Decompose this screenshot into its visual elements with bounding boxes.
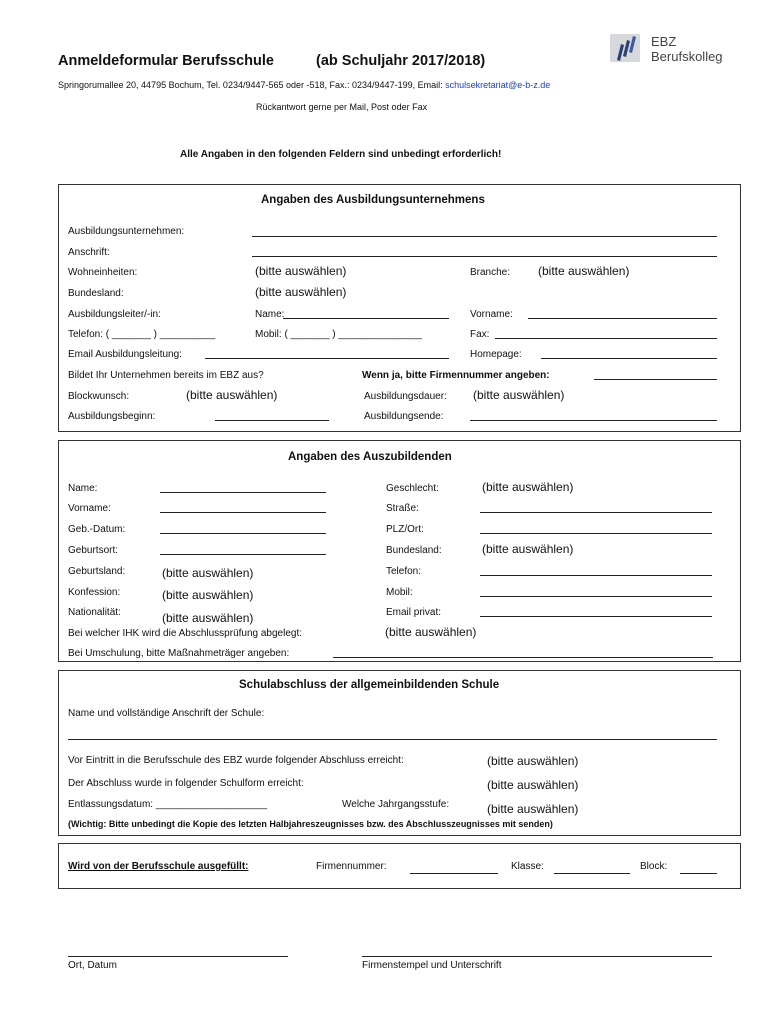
- religion-label: Konfession:: [68, 587, 121, 598]
- required-note: Alle Angaben in den folgenden Feldern sind unbedingt erforderlich!: [180, 149, 502, 160]
- trainee-firstname-field[interactable]: [160, 512, 326, 513]
- dob-field[interactable]: [160, 533, 326, 534]
- school-section-title: Schulabschluss der allgemeinbildenden Schule: [239, 679, 500, 691]
- leader-lastname-label: Name:: [255, 309, 285, 320]
- company-state-label: Bundesland:: [68, 288, 124, 299]
- important-note: (Wichtig: Bitte unbedingt die Kopie des letzten Halbjahreszeugnisses bzw. des Abschlusszeugnisses mit senden): [68, 819, 553, 829]
- trainee-mobile-field[interactable]: [480, 596, 712, 597]
- school-section: [58, 670, 741, 836]
- company-name-field[interactable]: [252, 236, 717, 237]
- company-state-select[interactable]: (bitte auswählen): [255, 285, 347, 299]
- grade-label: Welche Jahrgangsstufe:: [342, 799, 450, 810]
- nationality-label: Nationalität:: [68, 607, 121, 618]
- retraining-label: Bei Umschulung, bitte Maßnahmeträger angeben:: [68, 648, 290, 659]
- office-company-no-field[interactable]: [410, 873, 498, 874]
- birthplace-label: Geburtsort:: [68, 545, 119, 556]
- stamp-signature-line[interactable]: [362, 956, 712, 957]
- homepage-field[interactable]: [541, 358, 717, 359]
- email-link[interactable]: schulsekretariat@e-b-z.de: [445, 80, 551, 90]
- form-title: Anmeldeformular Berufsschule: [58, 53, 274, 69]
- place-date-line[interactable]: [68, 956, 288, 957]
- school-name-label: Name und vollständige Anschrift der Schule:: [68, 708, 265, 719]
- office-class-field[interactable]: [554, 873, 630, 874]
- units-select[interactable]: (bitte auswählen): [255, 264, 347, 278]
- trainee-state-select[interactable]: (bitte auswählen): [482, 542, 574, 556]
- zip-label: PLZ/Ort:: [386, 524, 424, 535]
- duration-label: Ausbildungsdauer:: [364, 391, 447, 402]
- office-title: Wird von der Berufsschule ausgefüllt:: [68, 861, 249, 872]
- office-block-field[interactable]: [680, 873, 717, 874]
- birthcountry-label: Geburtsland:: [68, 566, 126, 577]
- schooltype-label: Der Abschluss wurde in folgender Schulform erreicht:: [68, 778, 304, 789]
- office-block-label: Block:: [640, 861, 668, 872]
- leader-label: Ausbildungsleiter/-in:: [68, 309, 161, 320]
- trainee-name-field[interactable]: [160, 492, 326, 493]
- homepage-label: Homepage:: [470, 349, 522, 360]
- trainee-phone-label: Telefon:: [386, 566, 422, 577]
- ihk-select[interactable]: (bitte auswählen): [385, 625, 477, 639]
- trainee-phone-field[interactable]: [480, 575, 712, 576]
- ebz-logo-icon: [608, 30, 644, 66]
- duration-select[interactable]: (bitte auswählen): [473, 388, 565, 402]
- retraining-field[interactable]: [333, 657, 713, 658]
- office-company-no-label: Firmennummer:: [316, 861, 387, 872]
- company-phone-field[interactable]: Telefon: ( _______ ) __________: [68, 329, 216, 340]
- company-address-field[interactable]: [252, 256, 717, 257]
- place-date-label: Ort, Datum: [68, 960, 117, 971]
- trainee-section-title: Angaben des Auszubildenden: [288, 451, 452, 463]
- trainee-email-field[interactable]: [480, 616, 712, 617]
- already-training-label: Bildet Ihr Unternehmen bereits im EBZ aus?: [68, 370, 264, 381]
- degree-label: Vor Eintritt in die Berufsschule des EBZ wurde folgender Abschluss erreicht:: [68, 755, 404, 766]
- company-number-field[interactable]: [594, 379, 717, 380]
- company-section-title: Angaben des Ausbildungsunternehmens: [261, 194, 485, 206]
- units-label: Wohneinheiten:: [68, 267, 138, 278]
- reply-note: Rückantwort gerne per Mail, Post oder Fax: [256, 102, 428, 112]
- office-class-label: Klasse:: [511, 861, 544, 872]
- branch-label: Branche:: [470, 267, 511, 278]
- leaving-date-field[interactable]: Entlassungsdatum: ____________________: [68, 799, 268, 810]
- address-line: [58, 80, 550, 90]
- trainee-email-label: Email privat:: [386, 607, 442, 618]
- company-mobile-field[interactable]: Mobil: ( _______ ) _______________: [255, 329, 422, 340]
- gender-label: Geschlecht:: [386, 483, 439, 494]
- trainee-mobile-label: Mobil:: [386, 587, 413, 598]
- birthcountry-select[interactable]: (bitte auswählen): [162, 566, 254, 580]
- trainee-firstname-label: Vorname:: [68, 503, 111, 514]
- street-label: Straße:: [386, 503, 419, 514]
- gender-select[interactable]: (bitte auswählen): [482, 480, 574, 494]
- branch-select[interactable]: (bitte auswählen): [538, 264, 630, 278]
- religion-select[interactable]: (bitte auswählen): [162, 588, 254, 602]
- trainee-name-label: Name:: [68, 483, 98, 494]
- company-address-label: Anschrift:: [68, 247, 110, 258]
- school-year: (ab Schuljahr 2017/2018): [316, 53, 486, 69]
- school-name-field[interactable]: [68, 739, 717, 740]
- stamp-signature-label: Firmenstempel und Unterschrift: [362, 960, 502, 971]
- end-label: Ausbildungsende:: [364, 411, 444, 422]
- leader-firstname-field[interactable]: [528, 318, 717, 319]
- trainee-state-label: Bundesland:: [386, 545, 442, 556]
- company-number-label: Wenn ja, bitte Firmennummer angeben:: [362, 370, 550, 381]
- schooltype-select[interactable]: (bitte auswählen): [487, 778, 579, 792]
- address-text: Springorumallee 20, 44795 Bochum, Tel. 0234/9447-565 oder -518, Fax.: 0234/9447-199, Email:: [58, 80, 446, 90]
- block-label: Blockwunsch:: [68, 391, 130, 402]
- logo-line1: EBZ: [651, 34, 677, 49]
- block-select[interactable]: (bitte auswählen): [186, 388, 278, 402]
- company-name-label: Ausbildungsunternehmen:: [68, 226, 185, 237]
- grade-select[interactable]: (bitte auswählen): [487, 802, 579, 816]
- street-field[interactable]: [480, 512, 712, 513]
- dob-label: Geb.-Datum:: [68, 524, 126, 535]
- ihk-label: Bei welcher IHK wird die Abschlussprüfung abgelegt:: [68, 628, 303, 639]
- company-fax-field[interactable]: [495, 338, 717, 339]
- ebz-logo: [608, 30, 748, 70]
- nationality-select[interactable]: (bitte auswählen): [162, 611, 254, 625]
- degree-select[interactable]: (bitte auswählen): [487, 754, 579, 768]
- end-field[interactable]: [470, 420, 717, 421]
- logo-line2: Berufskolleg: [651, 49, 723, 64]
- start-label: Ausbildungsbeginn:: [68, 411, 156, 422]
- leader-email-label: Email Ausbildungsleitung:: [68, 349, 182, 360]
- birthplace-field[interactable]: [160, 554, 326, 555]
- leader-firstname-label: Vorname:: [470, 309, 513, 320]
- leader-email-field[interactable]: [205, 358, 449, 359]
- company-fax-label: Fax:: [470, 329, 490, 340]
- start-field[interactable]: [215, 420, 329, 421]
- leader-lastname-field[interactable]: [283, 318, 449, 319]
- zip-field[interactable]: [480, 533, 712, 534]
